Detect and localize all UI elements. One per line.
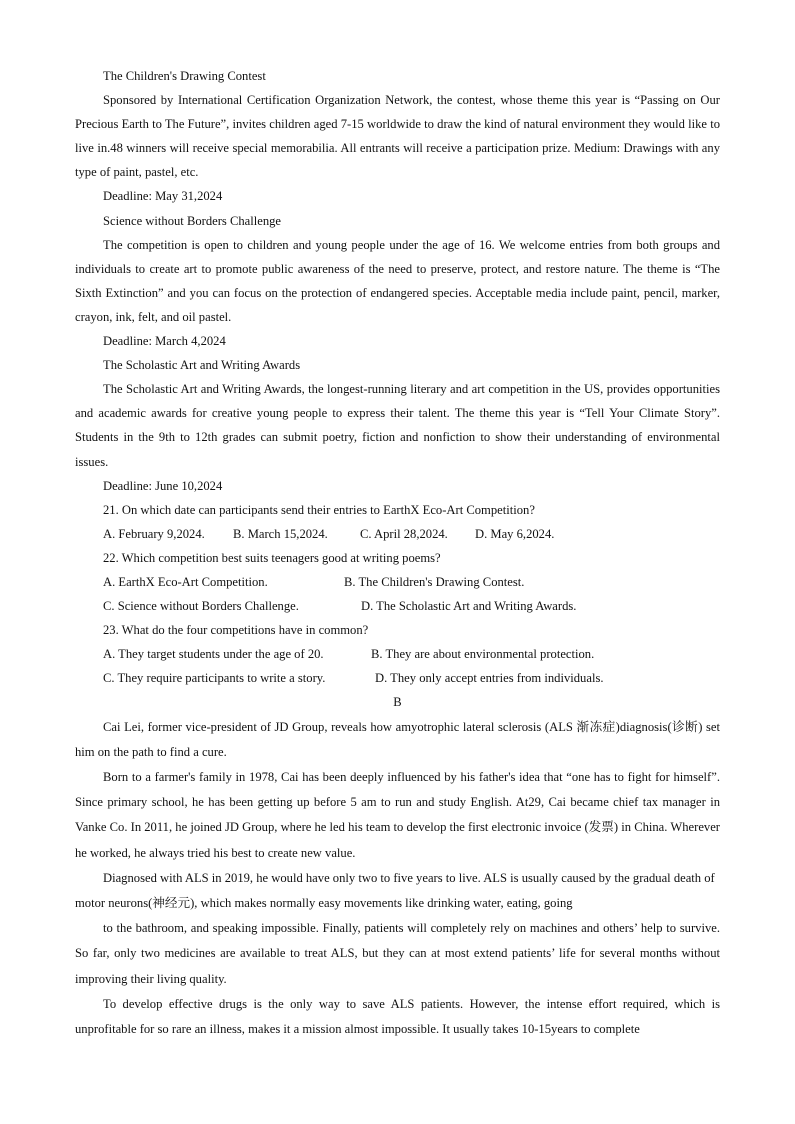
- passage-b-paragraph-3b: to the bathroom, and speaking impossible. Finally, patients will completely rely on machines and others’ help to survive. So far, only two medicines are available to treat ALS, but they can at most extend patients’ life for several months without improving their living quality.: [75, 921, 720, 986]
- contest-body-science: The competition is open to children and young people under the age of 16. We welcome entries from both groups and individuals to create art to promote public awareness of the need to preserve, protect, and restore nature. The theme is “The Sixth Extinction” and you can focus on the protection of endangered species. Acceptable media include paint, pencil, marker, crayon, ink, felt, and oil pastel.: [75, 237, 720, 324]
- contest-deadline-drawing: Deadline: May 31,2024: [103, 189, 223, 204]
- contest-body-drawing: Sponsored by International Certification Organization Network, the contest, whose theme this year is “Passing on Our Precious Earth to The Future”, invites children aged 7-15 worldwide to draw the kind of natural environment they would like to live in.48 winners will receive special memorabilia. All entrants will receive a participation prize. Medium: Drawings with any type of paint, pastel, etc.: [75, 93, 720, 180]
- question-22-stem: 22. Which competition best suits teenagers good at writing poems?: [103, 550, 441, 565]
- option-21-d: D. May 6,2024.: [475, 526, 555, 541]
- question-21-options: [75, 522, 720, 546]
- option-23-c: C. They require participants to write a story.: [103, 671, 326, 686]
- contest-title-drawing: The Children's Drawing Contest: [103, 69, 266, 83]
- option-22-d: D. The Scholastic Art and Writing Awards.: [361, 599, 577, 614]
- option-21-c: C. April 28,2024.: [360, 526, 448, 541]
- option-21-b: B. March 15,2024.: [233, 526, 328, 541]
- option-22-a: A. EarthX Eco-Art Competition.: [103, 574, 268, 589]
- option-21-a: A. February 9,2024.: [103, 526, 205, 541]
- contest-deadline-scholastic: Deadline: June 10,2024: [103, 478, 223, 493]
- contest-body-scholastic: The Scholastic Art and Writing Awards, the longest-running literary and art competition in the US, provides opportunities and academic awards for creative young people to express their talent. The theme this year is “Tell Your Climate Story”. Students in the 9th to 12th grades can submit poetry, fiction and nonfiction to show their understanding of environmental issues.: [75, 382, 720, 469]
- contest-title-science: Science without Borders Challenge: [103, 213, 282, 228]
- passage-b-paragraph-3a: Diagnosed with ALS in 2019, he would have only two to five years to live. ALS is usually caused by the gradual death of motor neurons(神经元), which makes normally easy movements like drinking water, eating, going: [75, 870, 715, 910]
- question-23-options-row1: [75, 642, 720, 666]
- option-22-c: C. Science without Borders Challenge.: [103, 599, 299, 614]
- document-page: [75, 64, 720, 1042]
- question-23-options-row2: [75, 666, 720, 690]
- option-22-b: B. The Children's Drawing Contest.: [344, 574, 525, 589]
- section-label-b: B: [393, 695, 402, 710]
- question-23-stem: 23. What do the four competitions have in common?: [103, 623, 369, 638]
- question-21-stem: 21. On which date can participants send their entries to EarthX Eco-Art Competition?: [103, 502, 535, 517]
- passage-b-paragraph-2: Born to a farmer's family in 1978, Cai has been deeply influenced by his father's idea that “one has to fight for himself”. Since primary school, he has been getting up before 5 am to run and study English. At29, Cai became chief tax manager in Vanke Co. In 2011, he joined JD Group, where he led his team to develop the first electronic invoice (发票) in China. Wherever he worked, he always tried his best to create new value.: [75, 769, 720, 860]
- option-23-b: B. They are about environmental protection.: [371, 647, 595, 662]
- contest-title-scholastic: The Scholastic Art and Writing Awards: [103, 358, 301, 373]
- option-23-d: D. They only accept entries from individuals.: [375, 671, 604, 686]
- question-22-options-row2: [75, 594, 720, 618]
- question-22-options-row1: [75, 570, 720, 594]
- contest-deadline-science: Deadline: March 4,2024: [103, 334, 226, 349]
- passage-b-paragraph-1: Cai Lei, former vice-president of JD Group, reveals how amyotrophic lateral sclerosis (ALS 渐冻症)diagnosis(诊断) set him on the path to find a cure.: [75, 719, 720, 759]
- passage-b-paragraph-4: To develop effective drugs is the only way to save ALS patients. However, the intense effort required, which is unprofitable for so rare an illness, makes it a mission almost impossible. It usually takes 10-15years to complete: [75, 996, 720, 1036]
- option-23-a: A. They target students under the age of 20.: [103, 647, 324, 662]
